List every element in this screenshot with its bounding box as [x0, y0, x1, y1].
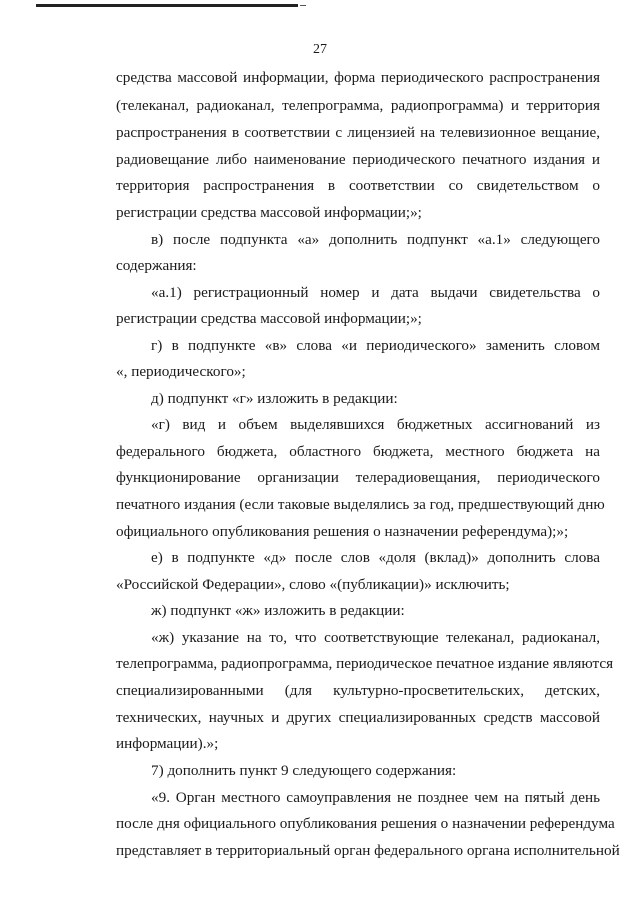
text-line: после дня официального опубликования решения о назначении референдума [116, 815, 615, 832]
text-line: радиовещание либо наименование периодического печатного издания и [116, 151, 600, 168]
text-line: «Российской Федерации», слово «(публикации)» исключить; [116, 576, 510, 593]
text-line: представляет в территориальный орган федерального органа исполнительной [116, 842, 620, 859]
text-line: средства массовой информации, форма периодического распространения [116, 69, 600, 86]
text-line: (телеканал, радиоканал, телепрограмма, радиопрограмма) и территория [116, 97, 600, 114]
text-line: печатного издания (если таковые выделялись за год, предшествующий дню [116, 496, 605, 513]
text-line: территория распространения в соответствии со свидетельством о [116, 177, 600, 194]
text-line: д) подпункт «г» изложить в редакции: [151, 390, 398, 407]
text-line: официального опубликования решения о назначении референдума);»; [116, 523, 569, 540]
text-line: г) в подпункте «в» слова «и периодического» заменить словом [151, 337, 600, 354]
text-line: содержания: [116, 257, 197, 274]
header-rule [36, 4, 298, 7]
text-line: «ж) указание на то, что соответствующие телеканал, радиоканал, [151, 629, 600, 646]
text-line: «г) вид и объем выделявшихся бюджетных ассигнований из [151, 416, 600, 433]
text-line: «, периодического»; [116, 363, 246, 380]
text-line: технических, научных и других специализированных средств массовой [116, 709, 600, 726]
text-line: функционирование организации телерадиовещания, периодического [116, 469, 600, 486]
text-line: информации).»; [116, 735, 219, 752]
text-line: е) в подпункте «д» после слов «доля (вклад)» дополнить слова [151, 549, 600, 566]
header-rule-tail [300, 5, 306, 6]
text-line: в) после подпункта «а» дополнить подпункт «а.1» следующего [151, 231, 600, 248]
text-line: «9. Орган местного самоуправления не позднее чем на пятый день [151, 789, 600, 806]
text-line: федерального бюджета, областного бюджета, местного бюджета на [116, 443, 600, 460]
text-line: «а.1) регистрационный номер и дата выдачи свидетельства о [151, 284, 600, 301]
text-line: регистрации средства массовой информации;»; [116, 310, 422, 327]
text-line: специализированными (для культурно-просветительских, детских, [116, 682, 600, 699]
text-line: 7) дополнить пункт 9 следующего содержания: [151, 762, 457, 779]
text-line: распространения в соответствии с лицензией на телевизионное вещание, [116, 124, 600, 141]
text-line: ж) подпункт «ж» изложить в редакции: [151, 602, 405, 619]
text-line: телепрограмма, радиопрограмма, периодическое печатное издание являются [116, 655, 614, 672]
text-line: регистрации средства массовой информации;»; [116, 204, 422, 221]
page-number: 27 [313, 42, 327, 57]
